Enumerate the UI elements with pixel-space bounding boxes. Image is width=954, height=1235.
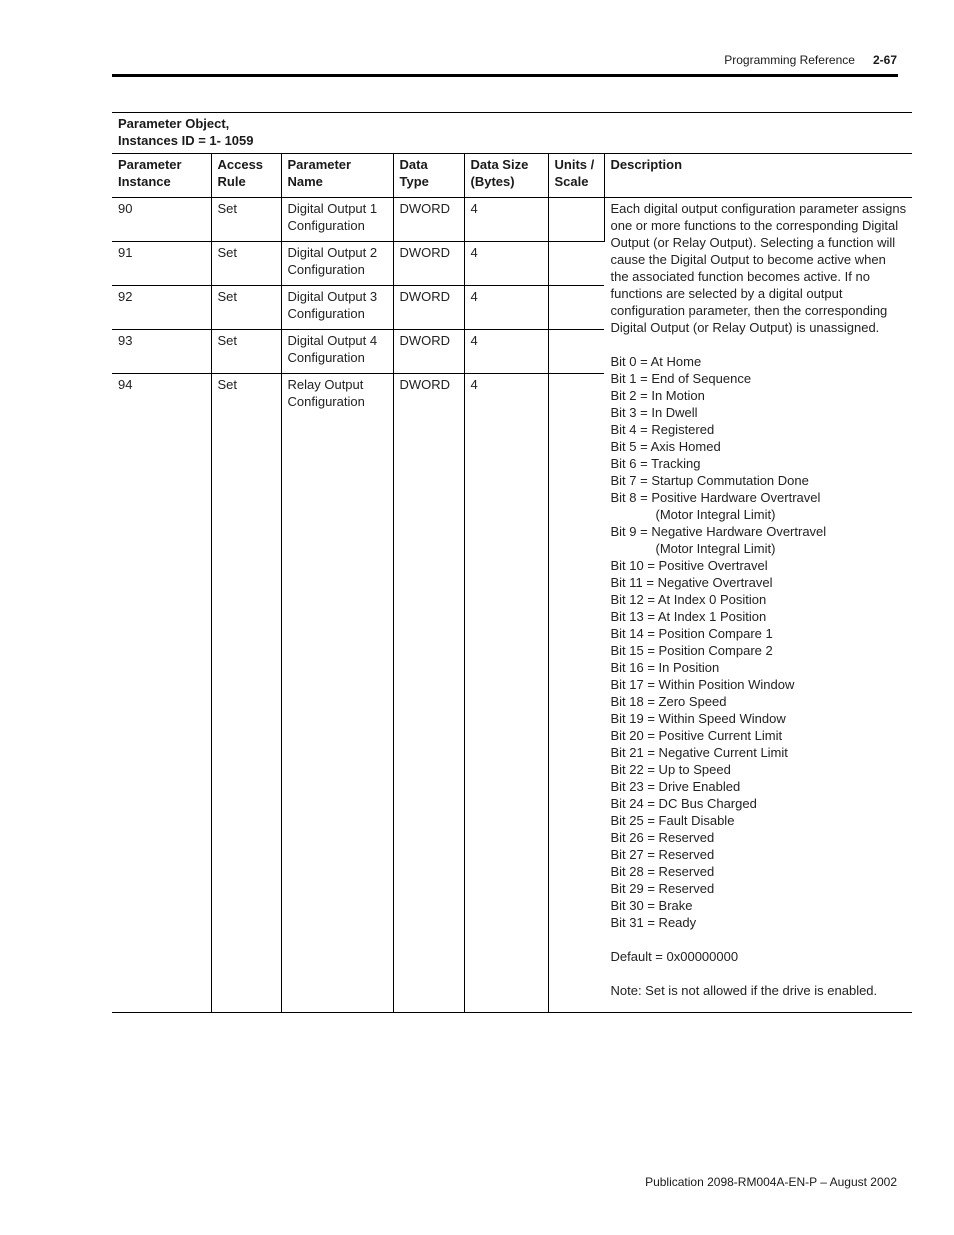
cell-type: DWORD (393, 286, 464, 330)
cell-name: Digital Output 3 Configuration (281, 286, 393, 330)
cell-units (548, 242, 604, 286)
table-title-line2: Instances ID = 1- 1059 (118, 133, 254, 148)
bit-item: Bit 20 = Positive Current Limit (610, 728, 783, 743)
default-value: Default = 0x00000000 (610, 949, 739, 964)
bit-item: Bit 4 = Registered (610, 422, 715, 437)
cell-instance: 91 (112, 242, 211, 286)
table-row (112, 198, 912, 242)
cell-size: 4 (464, 198, 548, 242)
page-header (724, 53, 897, 67)
bit-item: (Motor Integral Limit) (655, 541, 776, 556)
cell-units (548, 286, 604, 330)
bit-item: Bit 17 = Within Position Window (610, 677, 795, 692)
bit-item: Bit 22 = Up to Speed (610, 762, 731, 777)
col-parameter-name: Parameter Name (281, 154, 393, 198)
parameter-table (112, 112, 912, 1013)
bit-list (611, 353, 907, 931)
bit-item: Bit 2 = In Motion (610, 388, 705, 403)
cell-name: Digital Output 4 Configuration (281, 330, 393, 374)
cell-size: 4 (464, 242, 548, 286)
cell-instance: 93 (112, 330, 211, 374)
publication-footer: Publication 2098-RM004A-EN-P – August 2002 (645, 1175, 897, 1189)
bit-item: Bit 19 = Within Speed Window (610, 711, 786, 726)
cell-type: DWORD (393, 242, 464, 286)
table-title (112, 113, 912, 154)
bit-item: Bit 7 = Startup Commutation Done (610, 473, 809, 488)
bit-item: Bit 12 = At Index 0 Position (610, 592, 767, 607)
description-cell (604, 198, 912, 1013)
cell-units (548, 374, 604, 1013)
cell-size: 4 (464, 286, 548, 330)
cell-units (548, 198, 604, 242)
cell-access: Set (211, 330, 281, 374)
cell-units (548, 330, 604, 374)
bit-item: Bit 29 = Reserved (610, 881, 715, 896)
column-header-row (112, 154, 912, 198)
bit-item: Bit 9 = Negative Hardware Overtravel (610, 524, 827, 539)
bit-item: (Motor Integral Limit) (655, 507, 776, 522)
bit-item: Bit 13 = At Index 1 Position (610, 609, 767, 624)
cell-access: Set (211, 242, 281, 286)
col-access-rule: Access Rule (211, 154, 281, 198)
bit-item: Bit 18 = Zero Speed (610, 694, 727, 709)
bit-item: Bit 11 = Negative Overtravel (610, 575, 773, 590)
bit-item: Bit 27 = Reserved (610, 847, 715, 862)
bit-item: Bit 14 = Position Compare 1 (610, 626, 773, 641)
cell-type: DWORD (393, 198, 464, 242)
cell-name: Relay Output Configuration (281, 374, 393, 1013)
cell-size: 4 (464, 330, 548, 374)
bit-item: Bit 31 = Ready (610, 915, 697, 930)
bit-item: Bit 15 = Position Compare 2 (610, 643, 773, 658)
header-rule (112, 74, 898, 77)
bit-item: Bit 10 = Positive Overtravel (610, 558, 768, 573)
cell-access: Set (211, 374, 281, 1013)
table-title-line1: Parameter Object, (118, 116, 230, 131)
col-description: Description (604, 154, 912, 198)
cell-name: Digital Output 1 Configuration (281, 198, 393, 242)
bit-item: Bit 21 = Negative Current Limit (610, 745, 788, 760)
cell-name: Digital Output 2 Configuration (281, 242, 393, 286)
note-text: Note: Set is not allowed if the drive is enabled. (610, 983, 878, 998)
page-number: 2-67 (872, 53, 897, 67)
description-intro: Each digital output configuration parameter assigns one or more functions to the corresponding Digital Output (or Relay Output). Selecting a function will cause the Digital Output to become active when the associated function becomes active. If no functions are selected by a digital output configuration parameter, then the corresponding Digital Output (or Relay Output) is unassigned. (610, 201, 907, 335)
section-title: Programming Reference (724, 53, 855, 67)
bit-item: Bit 28 = Reserved (610, 864, 715, 879)
cell-instance: 92 (112, 286, 211, 330)
bit-item: Bit 1 = End of Sequence (610, 371, 752, 386)
bit-item: Bit 0 = At Home (610, 354, 702, 369)
col-parameter-instance: Parameter Instance (112, 154, 211, 198)
bit-item: Bit 8 = Positive Hardware Overtravel (610, 490, 821, 505)
bit-item: Bit 25 = Fault Disable (610, 813, 735, 828)
bit-item: Bit 24 = DC Bus Charged (610, 796, 757, 811)
bit-item: Bit 6 = Tracking (610, 456, 701, 471)
col-data-size: Data Size (Bytes) (464, 154, 548, 198)
col-units-scale: Units / Scale (548, 154, 604, 198)
table-title-row (112, 113, 912, 154)
cell-access: Set (211, 286, 281, 330)
cell-type: DWORD (393, 374, 464, 1013)
bit-item: Bit 30 = Brake (610, 898, 693, 913)
bit-item: Bit 26 = Reserved (610, 830, 715, 845)
cell-instance: 90 (112, 198, 211, 242)
bit-item: Bit 23 = Drive Enabled (610, 779, 741, 794)
cell-instance: 94 (112, 374, 211, 1013)
cell-size: 4 (464, 374, 548, 1013)
col-data-type: Data Type (393, 154, 464, 198)
cell-access: Set (211, 198, 281, 242)
bit-item: Bit 16 = In Position (610, 660, 720, 675)
bit-item: Bit 5 = Axis Homed (610, 439, 721, 454)
bit-item: Bit 3 = In Dwell (610, 405, 698, 420)
cell-type: DWORD (393, 330, 464, 374)
